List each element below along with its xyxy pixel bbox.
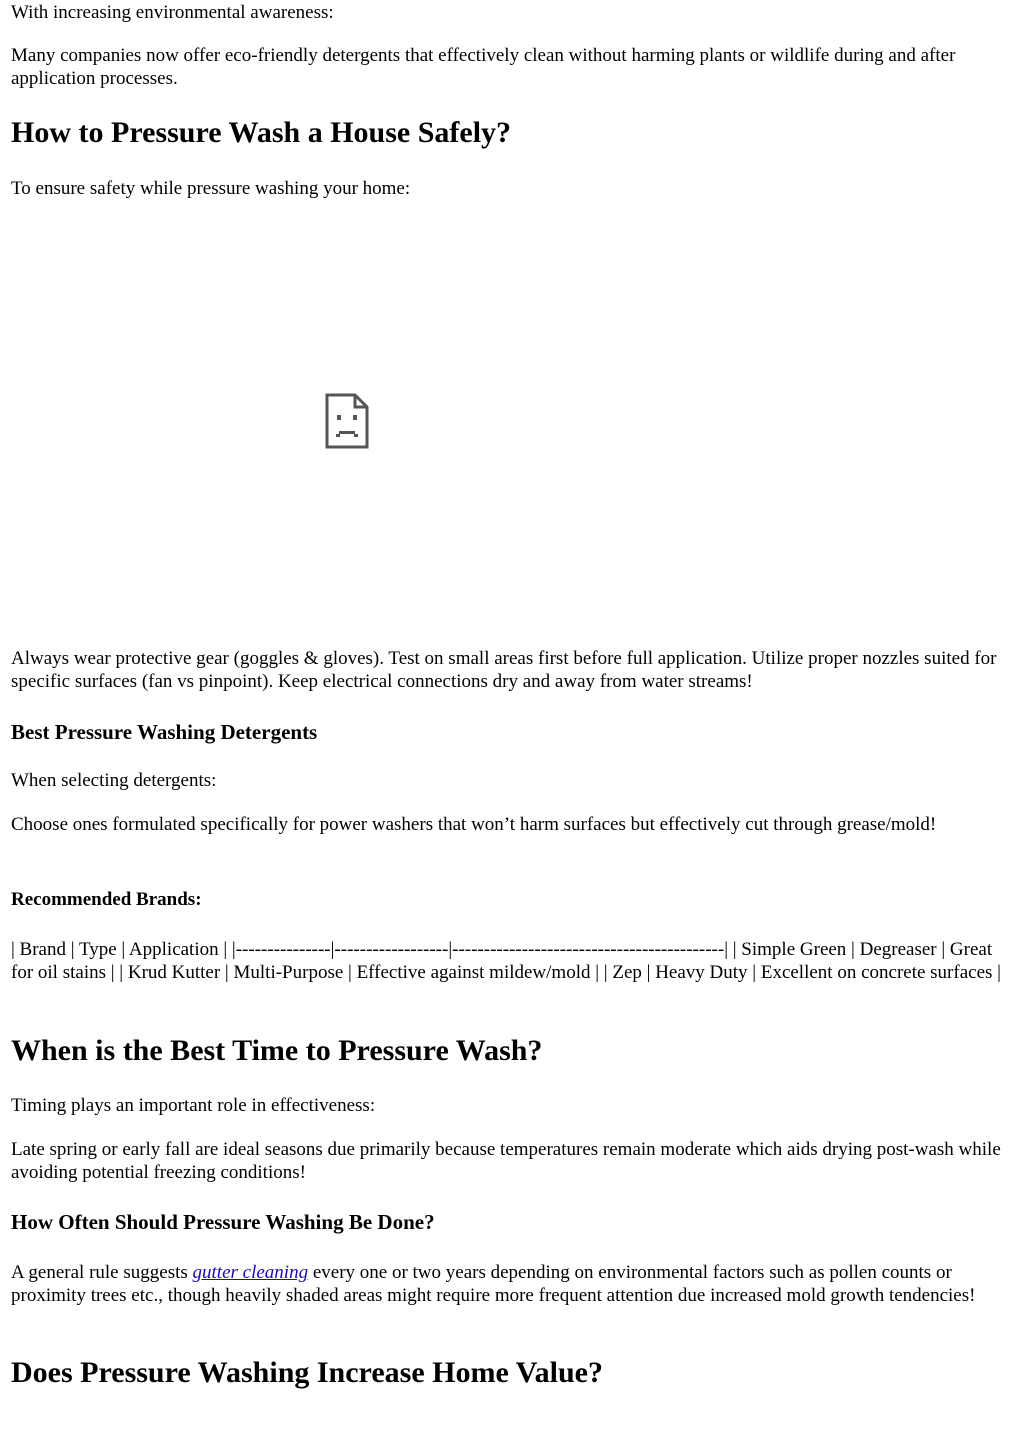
- brands-table-text: | Brand | Type | Application | |---------------|------------------|-------------------------------------------| | Simple Green | Degreaser | Great for oil stains | | Krud Kutter | Multi-Purpose | Effective against mildew/mold | | Zep | Heavy Duty | Excellent on concrete surfaces |: [11, 939, 1001, 983]
- time-lead: Timing plays an important role in effectiveness:: [11, 1095, 376, 1116]
- detergent-lead: When selecting detergents:: [11, 770, 217, 791]
- often-text-after: every one or two years depending on environmental factors such as pollen counts or proximity trees etc., though heavily shaded areas might require more frequent attention due increased mold growth tendencies!: [11, 1262, 976, 1306]
- heading-how-often: How Often Should Pressure Washing Be Done?: [11, 1210, 435, 1234]
- heading-detergents: Best Pressure Washing Detergents: [11, 720, 318, 744]
- safety-lead: To ensure safety while pressure washing your home:: [11, 178, 411, 199]
- often-body: [11, 1261, 1013, 1307]
- heading-best-time: When is the Best Time to Pressure Wash?: [11, 1034, 543, 1067]
- heading-home-value: Does Pressure Washing Increase Home Value?: [11, 1356, 603, 1389]
- detergent-body: Choose ones formulated specifically for power washers that won’t harm surfaces but effectively cut through grease/mold!: [11, 814, 937, 835]
- intro-lead: With increasing environmental awareness:: [11, 2, 334, 23]
- often-text-before: A general rule suggests: [11, 1262, 193, 1283]
- safety-body: Always wear protective gear (goggles & gloves). Test on small areas first before full application. Utilize proper nozzles suited for specific surfaces (fan vs pinpoint). Keep electrical connections dry and away from water streams!: [11, 648, 997, 692]
- heading-brands: Recommended Brands:: [11, 889, 202, 910]
- intro-body: Many companies now offer eco-friendly detergents that effectively clean without harming plants or wildlife during and after application processes.: [11, 45, 956, 89]
- article-image-placeholder: [11, 221, 681, 621]
- time-body: Late spring or early fall are ideal seasons due primarily because temperatures remain moderate which aids drying post-wash while avoiding potential freezing conditions!: [11, 1139, 1001, 1183]
- heading-safely: How to Pressure Wash a House Safely?: [11, 116, 512, 149]
- gutter-cleaning-link[interactable]: gutter cleaning: [192, 1262, 309, 1283]
- broken-image-icon: [325, 393, 369, 449]
